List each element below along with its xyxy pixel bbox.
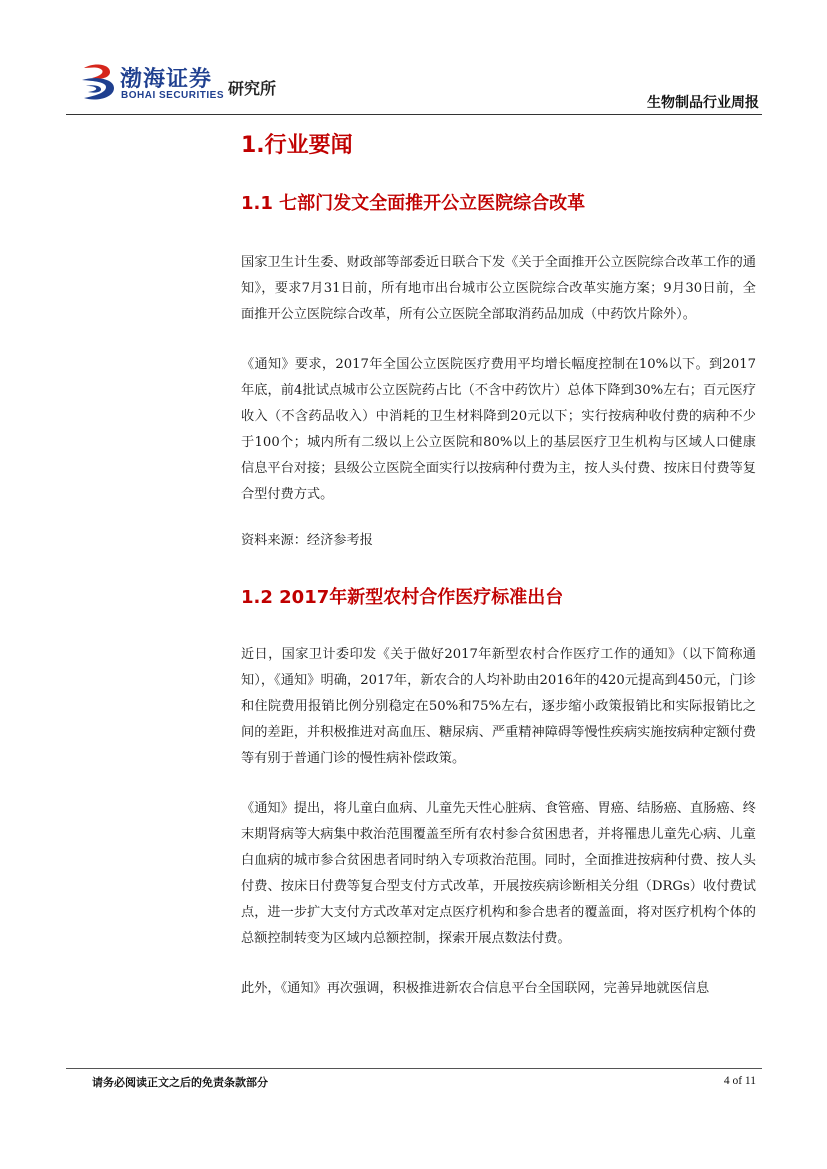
logo-chinese-name: 渤海证券	[120, 67, 213, 92]
paragraph: 《通知》提出，将儿童白血病、儿童先天性心脏病、食管癌、胃癌、结肠癌、直肠癌、终末期肾病等大病集中救治范围覆盖至所有农村参合贫困患者，并将罹患儿童先心病、儿童白血病的城市参合贫困患者同时纳入专项救治范围。同时，全面推进按病种付费、按人头付费、按床日付费等复合型支付方式改革，开展按疾病诊断相关分组（DRGs）收付费试点，进一步扩大支付方式改革对定点医疗机构和参合患者的覆盖面，将对医疗机构个体的总额控制转变为区域内总额控制，探索开展点数法付费。	[241, 801, 756, 946]
subsection-title: 1.1 七部门发文全面推开公立医院综合改革	[241, 193, 586, 214]
report-type: 生物制品行业周报	[647, 95, 759, 111]
footer-disclaimer: 请务必阅读正文之后的免责条款部分	[92, 1076, 268, 1089]
logo-english-name: BOHAI SECURITIES	[121, 90, 225, 101]
paragraph: 《通知》要求，2017年全国公立医院医疗费用平均增长幅度控制在10%以下。到2017年底，前4批试点城市公立医院药占比（不含中药饮片）总体下降到30%左右；百元医疗收入（不含药品收入）中消耗的卫生材料降到20元以下；实行按病种收付费的病种不少于100个；城内所有二级以上公立医院和80%以上的基层医疗卫生机构与区域人口健康信息平台对接；县级公立医院全面实行以按病种付费为主，按人头付费、按床日付费等复合型付费方式。	[241, 357, 756, 502]
footer-divider	[66, 1068, 762, 1069]
institute-label: 研究所	[228, 79, 277, 98]
bohai-logo-icon	[80, 62, 116, 102]
main-content	[241, 120, 756, 1002]
paragraph: 国家卫生计生委、财政部等部委近日联合下发《关于全面推开公立医院综合改革工作的通知》，要求7月31日前，所有地市出台城市公立医院综合改革实施方案；9月30日前，全面推开公立医院综合改革，所有公立医院全部取消药品加成（中药饮片除外）。	[241, 255, 756, 322]
page-header	[0, 0, 827, 120]
section-title: 1.行业要闻	[241, 133, 353, 158]
page-number: 4 of 11	[723, 1075, 756, 1087]
header-divider	[66, 114, 762, 115]
subsection-title: 1.2 2017年新型农村合作医疗标准出台	[241, 587, 564, 608]
source-note: 资料来源：经济参考报	[241, 533, 373, 548]
paragraph: 近日，国家卫计委印发《关于做好2017年新型农村合作医疗工作的通知》（以下简称通知），《通知》明确，2017年，新农合的人均补助由2016年的420元提高到450元，门诊和住院费用报销比例分别稳定在50%和75%左右，逐步缩小政策报销比和实际报销比之间的差距，并积极推进对高血压、糖尿病、严重精神障碍等慢性疾病实施按病种定额付费等有别于普通门诊的慢性病补偿政策。	[241, 647, 756, 766]
paragraph: 此外，《通知》再次强调，积极推进新农合信息平台全国联网，完善异地就医信息	[241, 981, 710, 996]
